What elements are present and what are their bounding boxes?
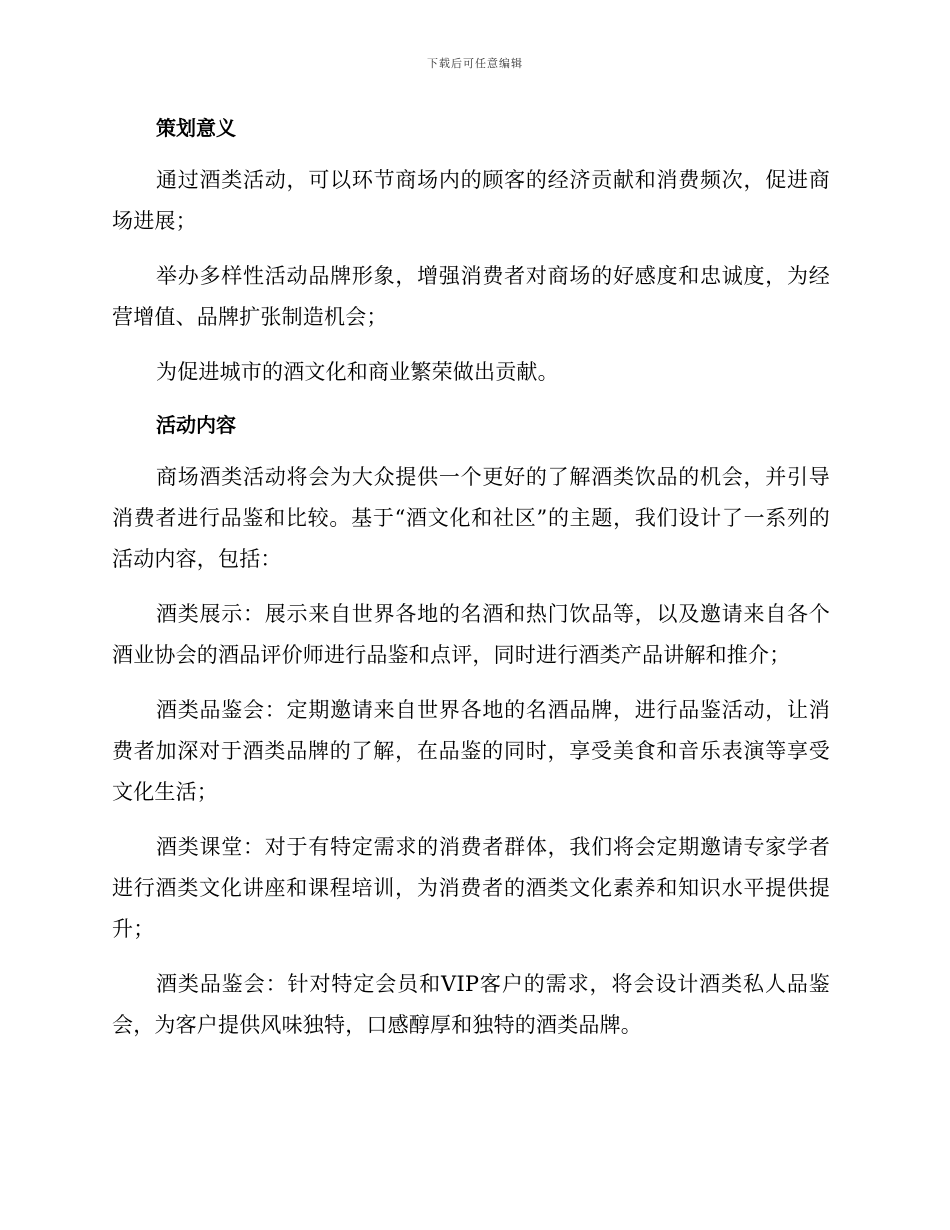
- paragraph: 举办多样性活动品牌形象，增强消费者对商场的好感度和忠诚度，为经营增值、品牌扩张制造机会；: [112, 264, 830, 329]
- paragraph: 酒类品鉴会：针对特定会员和VIP客户的需求，将会设计酒类私人品鉴会，为客户提供风味独特，口感醇厚和独特的酒类品牌。: [112, 972, 830, 1037]
- paragraph: 通过酒类活动，可以环节商场内的顾客的经济贡献和消费频次，促进商场进展；: [112, 168, 830, 233]
- paragraph: 为促进城市的酒文化和商业繁荣做出贡献。: [156, 360, 559, 384]
- header-note: 下载后可任意编辑: [427, 57, 523, 70]
- paragraph: 酒类展示：展示来自世界各地的名酒和热门饮品等，以及邀请来自各个酒业协会的酒品评价师进行品鉴和点评，同时进行酒类产品讲解和推介；: [112, 602, 830, 667]
- section-heading-activity-content: 活动内容: [156, 413, 236, 437]
- paragraph: 酒类品鉴会：定期邀请来自世界各地的名酒品牌，进行品鉴活动，让消费者加深对于酒类品牌的了解，在品鉴的同时，享受美食和音乐表演等享受文化生活；: [112, 698, 830, 804]
- paragraph: 商场酒类活动将会为大众提供一个更好的了解酒类饮品的机会，并引导消费者进行品鉴和比较。基于“酒文化和社区”的主题，我们设计了一系列的活动内容，包括：: [112, 465, 830, 571]
- section-heading-planning-significance: 策划意义: [156, 116, 236, 140]
- paragraph: 酒类课堂：对于有特定需求的消费者群体，我们将会定期邀请专家学者进行酒类文化讲座和课程培训，为消费者的酒类文化素养和知识水平提供提升；: [112, 835, 830, 941]
- document-body: [112, 110, 830, 1060]
